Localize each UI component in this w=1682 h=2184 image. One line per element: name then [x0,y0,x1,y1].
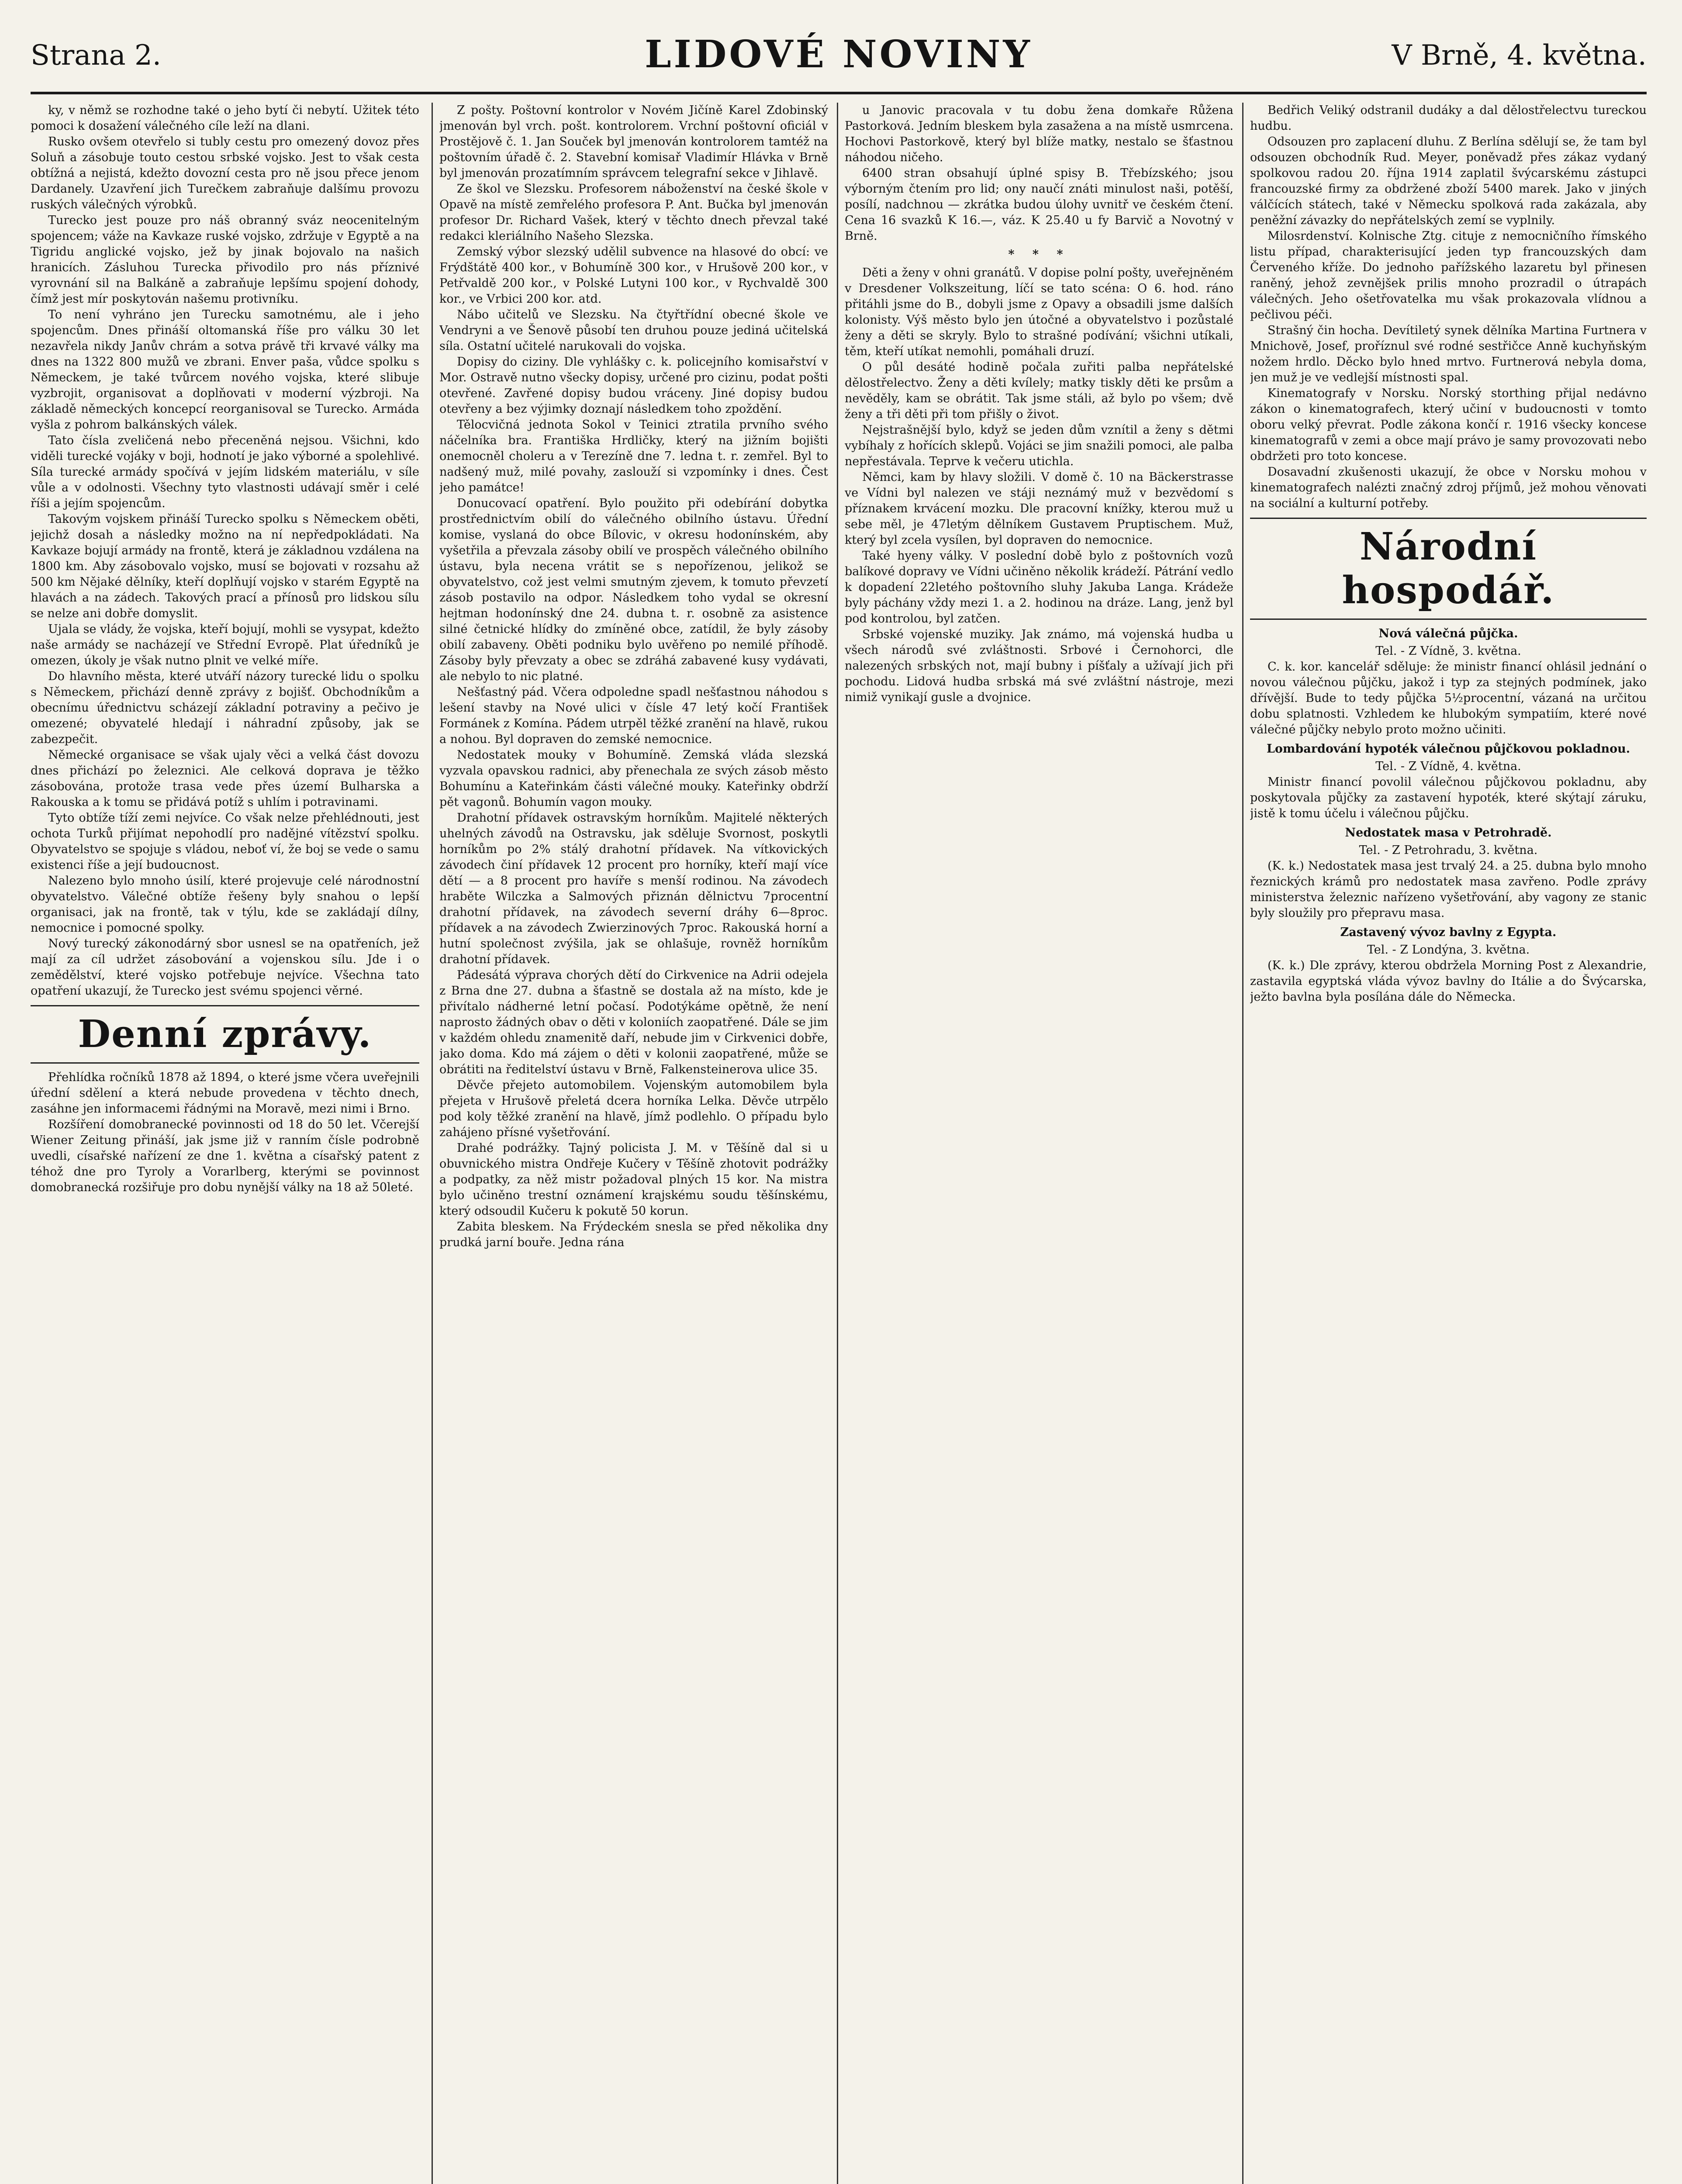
news-item: Děti a ženy v ohni granátů. V dopise polní pošty, uveřejněném v Dresdener Volkszeitung, líčí se tato scéna: O 6. hod. ráno přitáhli jsme do B., dobyli jsme z Opavy a obsadili jsme dalších kolonisty. Výš město bylo jen útočné a obyvatelstvo i pozůstalé ženy a děti se skryly. Bylo to strašné podívání; všichni utíkali, těm, kteří utíkat nemohli, pomáhali druzí. [845,266,1233,358]
news-item: Zabita bleskem. Na Frýdeckém snesla se před několika dny prudká jarní bouře. Jedna rána [439,1220,828,1249]
econ-dateline: Tel. - Z Vídně, 3. května. [1375,644,1521,658]
section-rule [1250,619,1647,620]
date-line: V Brně, 4. května. [1392,39,1647,72]
section-heading-economy: Národní hospodář. [1342,525,1555,612]
news-item: Přehlídka ročníků 1878 až 1894, o které jsme včera uveřejnili úřední sdělení a která nebude provedena v těchto dnech, zasáhne jen informacemi řádnými na Moravě, mezi nimi i Brno. [31,1071,419,1116]
news-item: Nábo učitelů ve Slezsku. Na čtyřtřídní obecné škole ve Vendryni a ve Šenově působí ten druhou pouze jediná učitelská síla. Ostatní učitelé narukovali do vojska. [439,308,828,353]
news-item: Milosrdenství. Kolnische Ztg. cituje z nemocničního římského listu případ, charakterisující jeden typ francouzských dam Červeného kříže. Do jednoho pařížského lazaretu byl přinesen raněný, jehož zevnějšek prilis mnoho prozradil o útrapách válečných. Jeho ošetřovatelka mu však prokazovala vlídnou a pečlivou péči. [1250,229,1647,321]
news-item: Donucovací opatření. Bylo použito při odebírání dobytka prostřednictvím obilí do válečného obilního ústavu. Úřední komise, vyslaná do obce Bílovic, v okresu hodonínském, aby vyšetřila a převzala zásoby obilí ve prospěch válečného obilního ústavu, byla necena vrátit se s nepořízenou, jelikož se obyvatelstvo, což jest velmi smutným zjevem, k tomuto převzetí zásob postavilo na odpor. Následkem toho vydal se okresní hejtman hodonínský dne 24. dubna t. r. osobně za asistence silné četnické hlídky do zmíněné obce, zatídil, že byly zásoby obilí zabaveny. Oběti podniku bylo uvěřeno po nemilé příhodě. Zásoby byly převzaty a obec se zdráhá zabavené kusy vydávati, ale nebylo to nic platné. [439,497,828,683]
section-rule [1250,518,1647,519]
news-item: Nešťastný pád. Včera odpoledne spadl nešťastnou náhodou s lešení stavby na Nové ulici v čísle 47 letý kočí František Formánek z Komína. Pádem utrpěl těžké zranění na hlavě, rukou a nohou. Byl dopraven do zemské nemocnice. [439,685,828,746]
econ-text: (K. k.) Nedostatek masa jest trvalý 24. a 25. dubna bylo mnoho řeznických krámů pro nedostatek masa zavřeno. Podle zprávy ministerstva železnic nařízeno vyšetřování, aby vagony ze stanic byly sloužily pro přepravu masa. [1250,859,1647,920]
newspaper-page [31,26,1647,2184]
news-item: Nejstrašnější bylo, když se jeden dům vznítil a ženy s dětmi vybíhaly z hořících sklepů. Vojáci se jim snažili pomoci, ale palba nepřestávala. Teprve k večeru utichla. [845,423,1233,468]
article-paragraph: Turecko jest pouze pro náš obranný sváz neocenitelným spojencem; váže na Kavkaze ruské vojsko, zdržuje v Egyptě a na Tigridu anglické vojsko, jež by jinak bojovalo na našich hranicích. Zásluhou Turecka přivodilo pro nás příznivé vyrovnání sil na Balkáně a zabraňuje lepšímu spojení dohody, čímž jest mír poskytován našemu protivníku. [31,214,419,306]
section-heading-daily-news: Denní zprávy. [78,1012,372,1056]
article-paragraph: Nový turecký zákonodárný sbor usnesl se na opatřeních, jež mají za cíl udržet zásobování a vojenskou sílu. Jde i o zemědělství, které vojsko potřebuje nejvíce. Všechna tato opatření ukazují, že Turecko jest svému spojenci věrné. [31,937,419,998]
econ-text: Ministr financí povolil válečnou půjčkovou pokladnu, aby poskytovala půjčky za zastavení hypoték, které skýtají záruku, jistě k tomu účelu i válečnou půjčku. [1250,775,1647,820]
news-item: 6400 stran obsahují úplné spisy B. Třebízského; jsou výborným čtením pro lid; ony naučí znáti minulost naši, potěší, posílí, nadchnou — zkrátka budou úlohy uvnitř ve českém čtení. Cena 16 svazků K 16.—, váz. K 25.40 u fy Barvič a Novotný v Brně. [845,166,1233,243]
article-paragraph: Tyto obtíže tíží zemi nejvíce. Co však nelze přehlédnouti, jest ochota Turků přijímat nepohodlí pro nadějné vítězství spolku. Obyvatelstvo se spojuje s vládou, neboť ví, že boj se vede o samu existenci říše a její budoucnost. [31,811,419,872]
news-item: Drahotní přídavek ostravským horníkům. Majitelé některých uhelných závodů na Ostravsku, jak sděluje Svornost, poskytli horníkům po 2% stálý drahotní přídavek. Na vítkovických závodech činí přídavek 12 procent pro horníky, kteří mají více dětí — a 8 procent pro havíře s menší rodinou. Na závodech hraběte Wilczka a Salmových přiznán dělnictvu 7procentní drahotní přídavek, na závodech severní dráhy 6—8proc. přídavek a na závodech Zwierzinových 7proc. Rakouská horní a hutní společnost zvýšila, jak se ohlašuje, rovněž horníkům drahotní přídavek. [439,811,828,966]
news-item: Děvče přejeto automobilem. Vojenským automobilem byla přejeta v Hrušově přeletá dcera horníka Lelka. Děvče utrpělo pod koly těžké zranění na hlavě, jímž podlehlo. O případu bylo zahájeno přísné vyšetřování. [439,1078,828,1139]
econ-title: Zastavený vývoz bavlny z Egypta. [1340,926,1557,939]
column-3 [845,103,1233,2184]
news-item: Pádesátá výprava chorých dětí do Cirkvenice na Adrii odejela z Brna dne 27. dubna a šťastně se dostala až na místo, kde je přivítalo nádherné letní počasí. Podotýkáme opětně, že není naprosto žádných obav o děti v koloniích zaopatřené. Dále se jim v každém ohledu znamenitě daří, nebude jim v Cirkvenici dobře, jako doma. Kdo má zájem o děti v kolonii zaopatřené, může se obrátiti na ředitelství ústavu v Brně, Falkensteinerova ulice 35. [439,968,828,1076]
article-paragraph: Ujala se vlády, že vojska, kteří bojují, mohli se vysypat, kdežto naše armády se nacházejí ve Střední Evropě. Plat úředníků je omezen, úkoly je však nutno plnit ve velké míře. [31,622,419,667]
page-label: Strana 2. [31,39,162,72]
econ-title: Lombardování hypoték válečnou půjčkovou pokladnou. [1266,742,1630,756]
news-item: Srbské vojenské muziky. Jak známo, má vojenská hudba u všech národů své zvláštnosti. Srbové i Černohorci, dle nalezených srbských not, mají bubny i píšťaly a užívají jich při pochodu. Lidová hudba srbská má své zvláštní nástroje, mezi nimiž vynikají gusle a dvojnice. [845,628,1233,704]
news-item: u Janovic pracovala v tu dobu žena domkaře Růžena Pastorková. Jedním bleskem byla zasažena a na místě usmrcena. Hochovi Pastorkově, který byl blíže matky, nestalo se šťastnou náhodou ničeho. [845,104,1233,164]
column-divider [432,103,433,2184]
econ-title: Nedostatek masa v Petrohradě. [1345,826,1552,840]
article-paragraph: ky, v němž se rozhodne také o jeho bytí či nebytí. Užitek této pomoci k dosažení válečného cíle leží na dlani. [31,104,419,133]
news-item: Bedřich Veliký odstranil dudáky a dal dělostřelectvu tureckou hudbu. [1250,104,1647,133]
article-paragraph: Německé organisace se však ujaly věci a velká část dovozu dnes přichází po železnici. Ale celková doprava je těžko zásobována, protože trasa vede přes území Bulharska a Rakouska a k tomu se přidává potíž s uhlím i potravinami. [31,748,419,809]
econ-text: C. k. kor. kancelář sděluje: že ministr financí ohlásil jednání o novou válečnou půjčku, jakož i typ za stejných podmínek, jako dřívější. Bude to tedy půjčka 5½procentní, vázaná na určitou dobu splatnosti. Vzhledem ke hlubokým sympatiím, které nové válečné půjčky nebylo proto možno učiniti. [1250,660,1647,736]
column-4 [1250,103,1647,2184]
news-item: Tělocvičná jednota Sokol v Teinici ztratila prvního svého náčelníka bra. Františka Hrdličky, který na jižním bojišti onemocněl choleru a v Terezíně dne 7. ledna t. r. zemřel. Byl to nadšený muž, milé povahy, zaslouží si vzpomínky i dnes. Čest jeho památce! [439,418,828,494]
econ-text: (K. k.) Dle zprávy, kterou obdržela Morning Post z Alexandrie, zastavila egyptská vláda vývoz bavlny do Itálie a do Švýcarska, ježto bavlna byla posílána dále do Německa. [1250,959,1647,1004]
column-divider [837,103,838,2184]
section-rule [31,1005,419,1006]
column-1 [31,103,419,2184]
news-item: Také hyeny války. V poslední době bylo z poštovních vozů balíkové dopravy ve Vídni učiněno několik krádeží. Pátrání vedlo k dopadení 22letého poštovního sluhy Jakuba Langa. Krádeže byly páchány vždy mezi 1. a 2. hodinou na dráze. Lang, jenž byl pod kontrolou, byl zatčen. [845,549,1233,625]
column-divider [1242,103,1243,2184]
news-item: Dosavadní zkušenosti ukazují, že obce v Norsku mohou v kinematografech nalézti značný zdroj příjmů, jež mohou věnovati na sociální a kulturní potřeby. [1250,465,1647,510]
paper-title: LIDOVÉ NOVINY [645,32,1033,76]
column-2 [439,103,828,2184]
news-item: Z pošty. Poštovní kontrolor v Novém Jičíně Karel Zdobinský jmenován byl vrch. pošt. kontrolorem. Vrchní poštovní oficiál v Prostějově č. 1. Jan Souček byl jmenován kontrolorem tamtéž na poštovním úřadě č. 2. Stavební komisař Vladimír Hlávka v Brně byl jmenován prozatímním správcem telegrafní sekce v Jihlavě. [439,104,828,180]
econ-dateline: Tel. - Z Londýna, 3. května. [1367,943,1530,957]
separator-stars: * * * [1008,248,1070,261]
news-item: Dopisy do ciziny. Dle vyhlášky c. k. policejního komisařství v Mor. Ostravě nutno všecky dopisy, určené pro cizinu, podat pošti otevřené. Zavřené dopisy budou vráceny. Jiné dopisy budou otevřeny a bez výjimky doznají následkem toho zpoždění. [439,355,828,416]
news-item: Zemský výbor slezský udělil subvence na hlasové do obcí: ve Frýdštátě 400 kor., v Bohumíně 300 kor., v Hrušově 200 kor., v Petřvaldě 200 kor., v Polské Lutyni 100 kor., v Rychvaldě 300 kor., ve Vrbici 200 kor. atd. [439,245,828,306]
article-paragraph: Takovým vojskem přináší Turecko spolku s Německem oběti, jejichž dosah a následky možno na ní nepředpokládati. Na Kavkaze bojují armády na frontě, která je základnou vzdálena na 1800 km. Aby zásobovalo vojsko, musí se bojovati v rozsahu až 500 km Nějaké dělníky, kteří doplňují vojsko v starém Egyptě na hlavách a na zádech. Takových prací a přínosů pro lidskou sílu se nelze ani dobře domyslit. [31,512,419,620]
masthead-rule [31,92,1647,94]
news-item: Strašný čin hocha. Devítiletý synek dělníka Martina Furtnera v Mnichově, Josef, proříznul své rodné sestřičce Anně kuchyňským nožem hrdlo. Děcko bylo hned mrtvo. Furtnerová nebyla doma, jen muž je ve vedlejší místnosti spal. [1250,324,1647,384]
article-paragraph: Nalezeno bylo mnoho úsilí, které projevuje celé národnostní obyvatelstvo. Válečné obtíže řešeny byly snahou o lepší organisaci, jak na frontě, tak v týlu, kde se zakládají dílny, nemocnice i pomocné spolky. [31,874,419,935]
news-item: Nedostatek mouky v Bohumíně. Zemská vláda slezská vyzvala opavskou radnici, aby přenechala ze svých zásob město Bohumínu a Kateřinkám části válečné mouky. Kateřinky obdrží pět vagonů. Bohumín vagon mouky. [439,748,828,809]
masthead [31,26,1647,92]
news-item: Odsouzen pro zaplacení dluhu. Z Berlína sdělují se, že tam byl odsouzen obchodník Rud. Meyer, poněvadž přes zákaz vydaný spolkovou radou 20. října 1914 zaplatil švýcarskému zástupci francouzské firmy za obdržené zboží 5400 marek. Jako v jiných válčících státech, také v Německu spolková rada zakázala, aby peněžní závazky do nepřátelských zemí se vyplnily. [1250,135,1647,227]
news-item: Kinematografy v Norsku. Norský storthing přijal nedávno zákon o kinematografech, který učiní v budoucnosti v tomto oboru velký převrat. Podle zákona končí r. 1916 všecky koncese kinematografů v zemi a obce mají právo je samy provozovati nebo obdržeti pro toto koncese. [1250,387,1647,463]
section-rule [31,1062,419,1064]
news-item: Němci, kam by hlavy složili. V domě č. 10 na Bäckerstrasse ve Vídni byl nalezen ve stáji neznámý muž v bezvědomí s příznakem krvácení mozku. Dle pracovní knížky, kterou muž u sebe měl, je 47letým dělníkem Gustavem Pruptischem. Muž, který byl zcela vysílen, byl dopraven do nemocnice. [845,470,1233,547]
econ-dateline: Tel. - Z Petrohradu, 3. května. [1359,843,1538,857]
article-paragraph: To není vyhráno jen Turecku samotnému, ale i jeho spojencům. Dnes přináší oltomanská říše pro válku 30 let nezavřela nikdy Janův chrám a sotva právě tři krvavé války ma dnes na 1322 800 mužů ve zbrani. Enver paša, vůdce spolku s Německem, je také tvůrcem nového vojska, které slibuje vyzbrojit, organisovat a doplňovati v moderní výzbroji. Na základě německých koncepcí reorganisoval se Turecko. Armáda vyšla z pohrom balkánských válek. [31,308,419,432]
article-paragraph: Tato čísla zveličená nebo přeceněná nejsou. Všichni, kdo viděli turecké vojáky v boji, hodnotí je jako výborné a spolehlivé. Síla turecké armády spočívá v jejím lidském materiálu, v síle vůle a v odolnosti. Všechny tyto vlastnosti udávají směr i celé říši a jejím spojencům. [31,434,419,510]
econ-title: Nová válečná půjčka. [1378,627,1518,640]
news-item: Ze škol ve Slezsku. Profesorem náboženství na české škole v Opavě na místě zemřelého profesora P. Ant. Bučka byl jmenován profesor Dr. Richard Vašek, který v těchto dnech převzal také redakci kleriálního Našeho Slezska. [439,182,828,243]
news-item: O půl desáté hodině počala zuřiti palba nepřátelské dělostřelectvo. Ženy a děti kvílely; matky tiskly děti ke prsům a nevěděly, kam se obrátit. Tak jsme stáli, až bylo po všem; dvě ženy a tři děti při tom přišly o život. [845,360,1233,421]
news-item: Rozšíření domobranecké povinnosti od 18 do 50 let. Včerejší Wiener Zeitung přináší, jak jsme již v ranním čísle podrobně uvedli, císařské nařízení ze dne 1. května a císařský patent z téhož dne pro Tyroly a Vorarlberg, kterými se povinnost domobranecká rozšiřuje pro dobu nynější války na 18 až 50leté. [31,1118,419,1194]
econ-dateline: Tel. - Z Vídně, 4. května. [1375,760,1521,773]
article-paragraph: Rusko ovšem otevřelo si tubly cestu pro omezený dovoz přes Soluň a zásobuje touto cestou srbské vojsko. Jest to však cesta obtížná a nejistá, kdežto dovozní cesta pro ně jsou přece jenom Dardanely. Uzavření jich Turečkem zabraňuje dalšímu provozu ruských válečných výrobků. [31,135,419,211]
news-item: Drahé podrážky. Tajný policista J. M. v Těšíně dal si u obuvnického mistra Ondřeje Kučery v Těšíně zhotovit podrážky a podpatky, za něž mistr požadoval plných 15 kor. Na mistra bylo učiněno trestní oznámení krajskému soudu těšínskému, který odsoudil Kučeru k pokutě 50 korun. [439,1141,828,1218]
article-paragraph: Do hlavního města, které utváří názory turecké lidu o spolku s Německem, přichází denně zprávy z bojišť. Obchodníkům a obecnímu úřednictvu scházejí základní potraviny a pečivo je omezené; obyvatelé hledají i náhradní způsoby, jak se zabezpečit. [31,670,419,746]
